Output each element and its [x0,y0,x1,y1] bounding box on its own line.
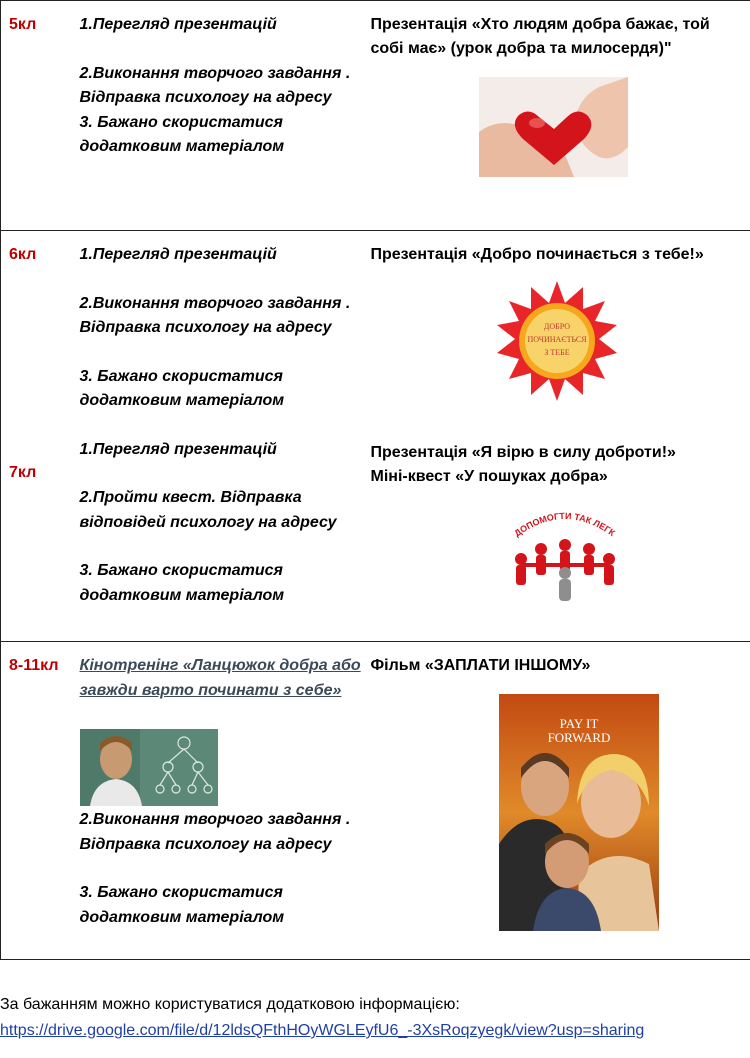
task-item: 2.Виконання творчого завдання . Відправка психологу на адресу [79,64,351,106]
task-item: 1.Перегляд презентацій [79,440,277,458]
table-row [1,1,750,231]
task-list [80,1,371,160]
boy-chalkboard-image [80,729,218,806]
quest-title: Міні-квест «У пошуках добра» [370,468,608,485]
resource-text [371,1,750,61]
table-row [1,642,750,960]
footer [0,992,750,1044]
poster-title-2: FORWARD [547,730,610,745]
people-circle-image [507,507,623,603]
task-item: 3. Бажано скористатися додатковим матеріалом [79,562,285,604]
presentation-title: Презентація «Добро починається з тебе!» [370,246,704,263]
task-item: 2.Пройти квест. Відправка відповідей психологу на адресу [79,489,337,531]
svg-text:ДОПОМОГТИ ТАК ЛЕГКО! [507,507,617,539]
emblem-text-2: ПОЧИНАЄТЬСЯ [526,335,587,344]
task-list [80,642,371,930]
emblem-text-3: З ТЕБЕ [543,348,570,357]
film-title: Фільм «ЗАПЛАТИ ІНШОМУ» [370,657,591,674]
footer-text: За бажанням можно користуватися додатковою інформацією: [0,996,460,1013]
poster-title-1: PAY IT [559,716,598,731]
grade-label: 5кл [9,16,37,33]
grade-label: 7кл [9,464,37,481]
resource-text [371,642,750,678]
people-circle-caption: ДОПОМОГТИ ТАК ЛЕГК [511,510,617,539]
emblem-text-1: ДОБРО [543,322,570,331]
task-item: 2.Виконання творчого завдання . Відправка психологу на адресу [79,811,351,853]
task-item: 3. Бажано скористатися додатковим матеріалом [79,113,285,155]
resource-text [371,231,750,267]
movie-poster-image [499,694,659,931]
task-item: 2.Виконання творчого завдання . Відправка психологу на адресу [79,294,351,336]
drive-link[interactable]: https://drive.google.com/file/d/12ldsQFthHOyWGLEyfU6_-3XsRoqzyegk/view?usp=sharing [0,1022,645,1039]
film-training-link[interactable]: Кінотренінг «Ланцюжок добра або завжди варто починати з себе» [79,657,361,699]
task-item: 3. Бажано скористатися додатковим матеріалом [79,884,285,926]
presentation-title: Презентація «Я вірю в силу доброти!» [370,444,676,461]
presentation-title: Презентація «Хто людям добра бажає, той собі має» (урок добра та милосердя)" [370,16,710,57]
task-item: 1.Перегляд презентацій [79,246,277,263]
task-list [80,231,371,608]
task-item: 3. Бажано скористатися додатковим матеріалом [79,367,285,409]
grade-label: 6кл [9,246,37,263]
sun-emblem-image [495,281,619,401]
resource-text [371,401,750,489]
table-row [1,231,750,642]
grade-label: 8-11кл [9,657,59,674]
task-item: 1.Перегляд презентацій [79,16,277,33]
hands-heart-image [479,77,628,177]
